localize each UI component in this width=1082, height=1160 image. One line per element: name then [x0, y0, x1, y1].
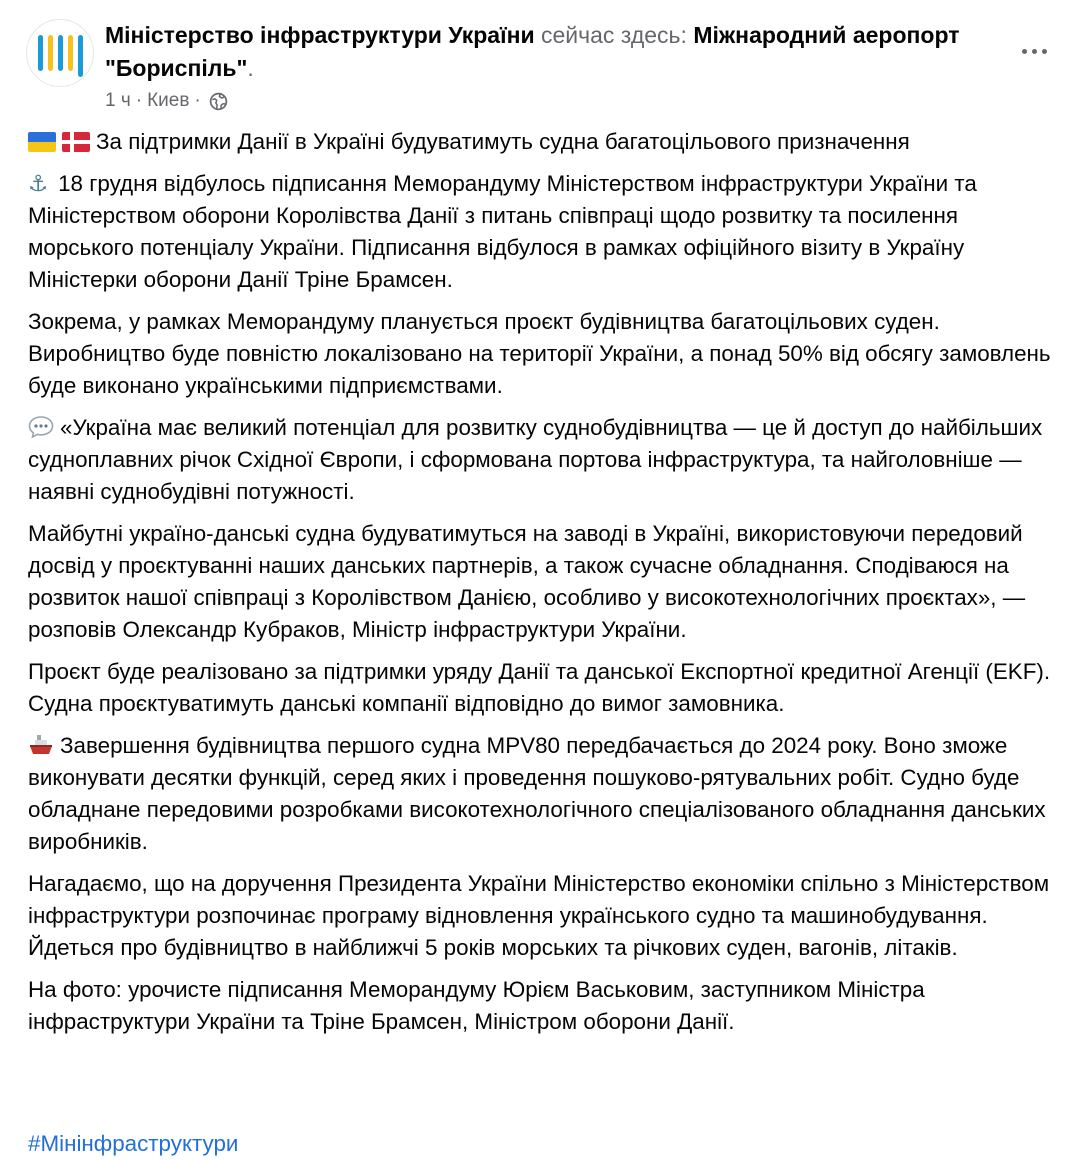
checkin-text: сейчас здесь: — [541, 22, 687, 48]
paragraph-1-text: 18 грудня відбулось підписання Меморандуму Міністерством інфраструктури України та Міністерством оборони Королівства Данії з питань співпраці щодо розвитку та посилення морського потенціалу України. Підписання відбулося в рамках офіційного візиту в Україну Міністерки оборони Данії Тріне Брамсен. — [28, 171, 977, 292]
more-options-icon-dot — [1032, 49, 1037, 54]
post-header — [0, 0, 1082, 120]
more-options-icon-dot — [1022, 49, 1027, 54]
paragraph-3 — [28, 412, 1068, 508]
paragraph-2: Зокрема, у рамках Меморандуму планується проєкт будівництва багатоцільових суден. Виробництво буде повністю локалізовано на території України, а понад 50% від обсягу замовлень буде виконано українськими підприємствами. — [28, 309, 1051, 398]
post-text — [28, 126, 1068, 1048]
meta-separator: · — [135, 90, 143, 111]
ship-icon — [28, 733, 54, 757]
hashtag-link[interactable]: #Мінінфраструктури — [28, 1131, 239, 1156]
paragraph-7: Нагадаємо, що на доручення Президента України Міністерство економіки спільно з Міністерством інфраструктури розпочинає програму відновлення українського судно та машинобудування. Йдеться про будівництво в найближчі 5 років морських та річкових суден, вагонів, літаків. — [28, 871, 1050, 960]
anchor-icon: ⚓ — [28, 171, 49, 196]
place-name-link[interactable]: Міжнародний аеропорт "Бориспіль" — [105, 22, 960, 81]
paragraph-3-text: «Україна має великий потенціал для розвитку суднобудівництва — це й доступ до найбільших судноплавних річок Східної Європи, і сформована портова інфраструктура, та найголовніше — наявні суднобудівні потужності. — [28, 415, 1043, 504]
paragraph-1 — [28, 168, 1068, 296]
speech-bubble-icon — [28, 415, 54, 439]
more-options-button[interactable] — [1016, 38, 1052, 64]
post-location: Киев — [147, 90, 190, 111]
post-title — [105, 19, 985, 85]
paragraph-4: Майбутні україно-данські судна будуватимуться на заводі в Україні, використовуючи передовий досвід у проєктуванні наших данських партнерів, а також сучасне обладнання. Сподіваюся на розвиток нашої співпраці з Королівством Данією, особливо у високотехнологічних проєктах», — розповів Олександр Кубраков, Міністр інфраструктури України. — [28, 521, 1026, 642]
post-meta — [105, 88, 228, 114]
paragraph-8: На фото: урочисте підписання Меморандуму Юрієм Васьковим, заступником Міністра інфраструктури України та Тріне Брамсен, Міністром оборони Данії. — [28, 977, 925, 1034]
paragraph-6-text: Завершення будівництва першого судна MPV80 передбачається до 2024 року. Воно зможе виконувати десятки функцій, серед яких і проведення пошуково-рятувальних робіт. Судно буде обладнане передовими розробками високотехнологічного спеціалізованого обладнання данських виробників. — [28, 733, 1046, 854]
place-suffix: . — [247, 55, 254, 81]
flag-denmark-icon — [62, 131, 90, 153]
more-options-icon-dot — [1042, 49, 1047, 54]
page-name-link[interactable]: Міністерство інфраструктури України — [105, 22, 535, 48]
meta-separator-2: · — [194, 90, 201, 111]
globe-icon[interactable] — [209, 92, 228, 111]
post-headline — [28, 126, 1068, 158]
paragraph-5: Проєкт буде реалізовано за підтримки уряду Данії та данської Експортної кредитної Агенції (EKF). Судна проєктуватимуть данські компанії відповідно до вимог замовника. — [28, 659, 1051, 716]
paragraph-6 — [28, 730, 1068, 858]
page-avatar[interactable] — [26, 19, 94, 87]
headline-text: За підтримки Данії в Україні будуватимуть судна багатоцільового призначення — [96, 129, 910, 154]
ministry-logo-icon — [27, 20, 95, 88]
post-timestamp[interactable]: 1 ч — [105, 90, 131, 111]
flag-ukraine-icon — [28, 131, 56, 153]
